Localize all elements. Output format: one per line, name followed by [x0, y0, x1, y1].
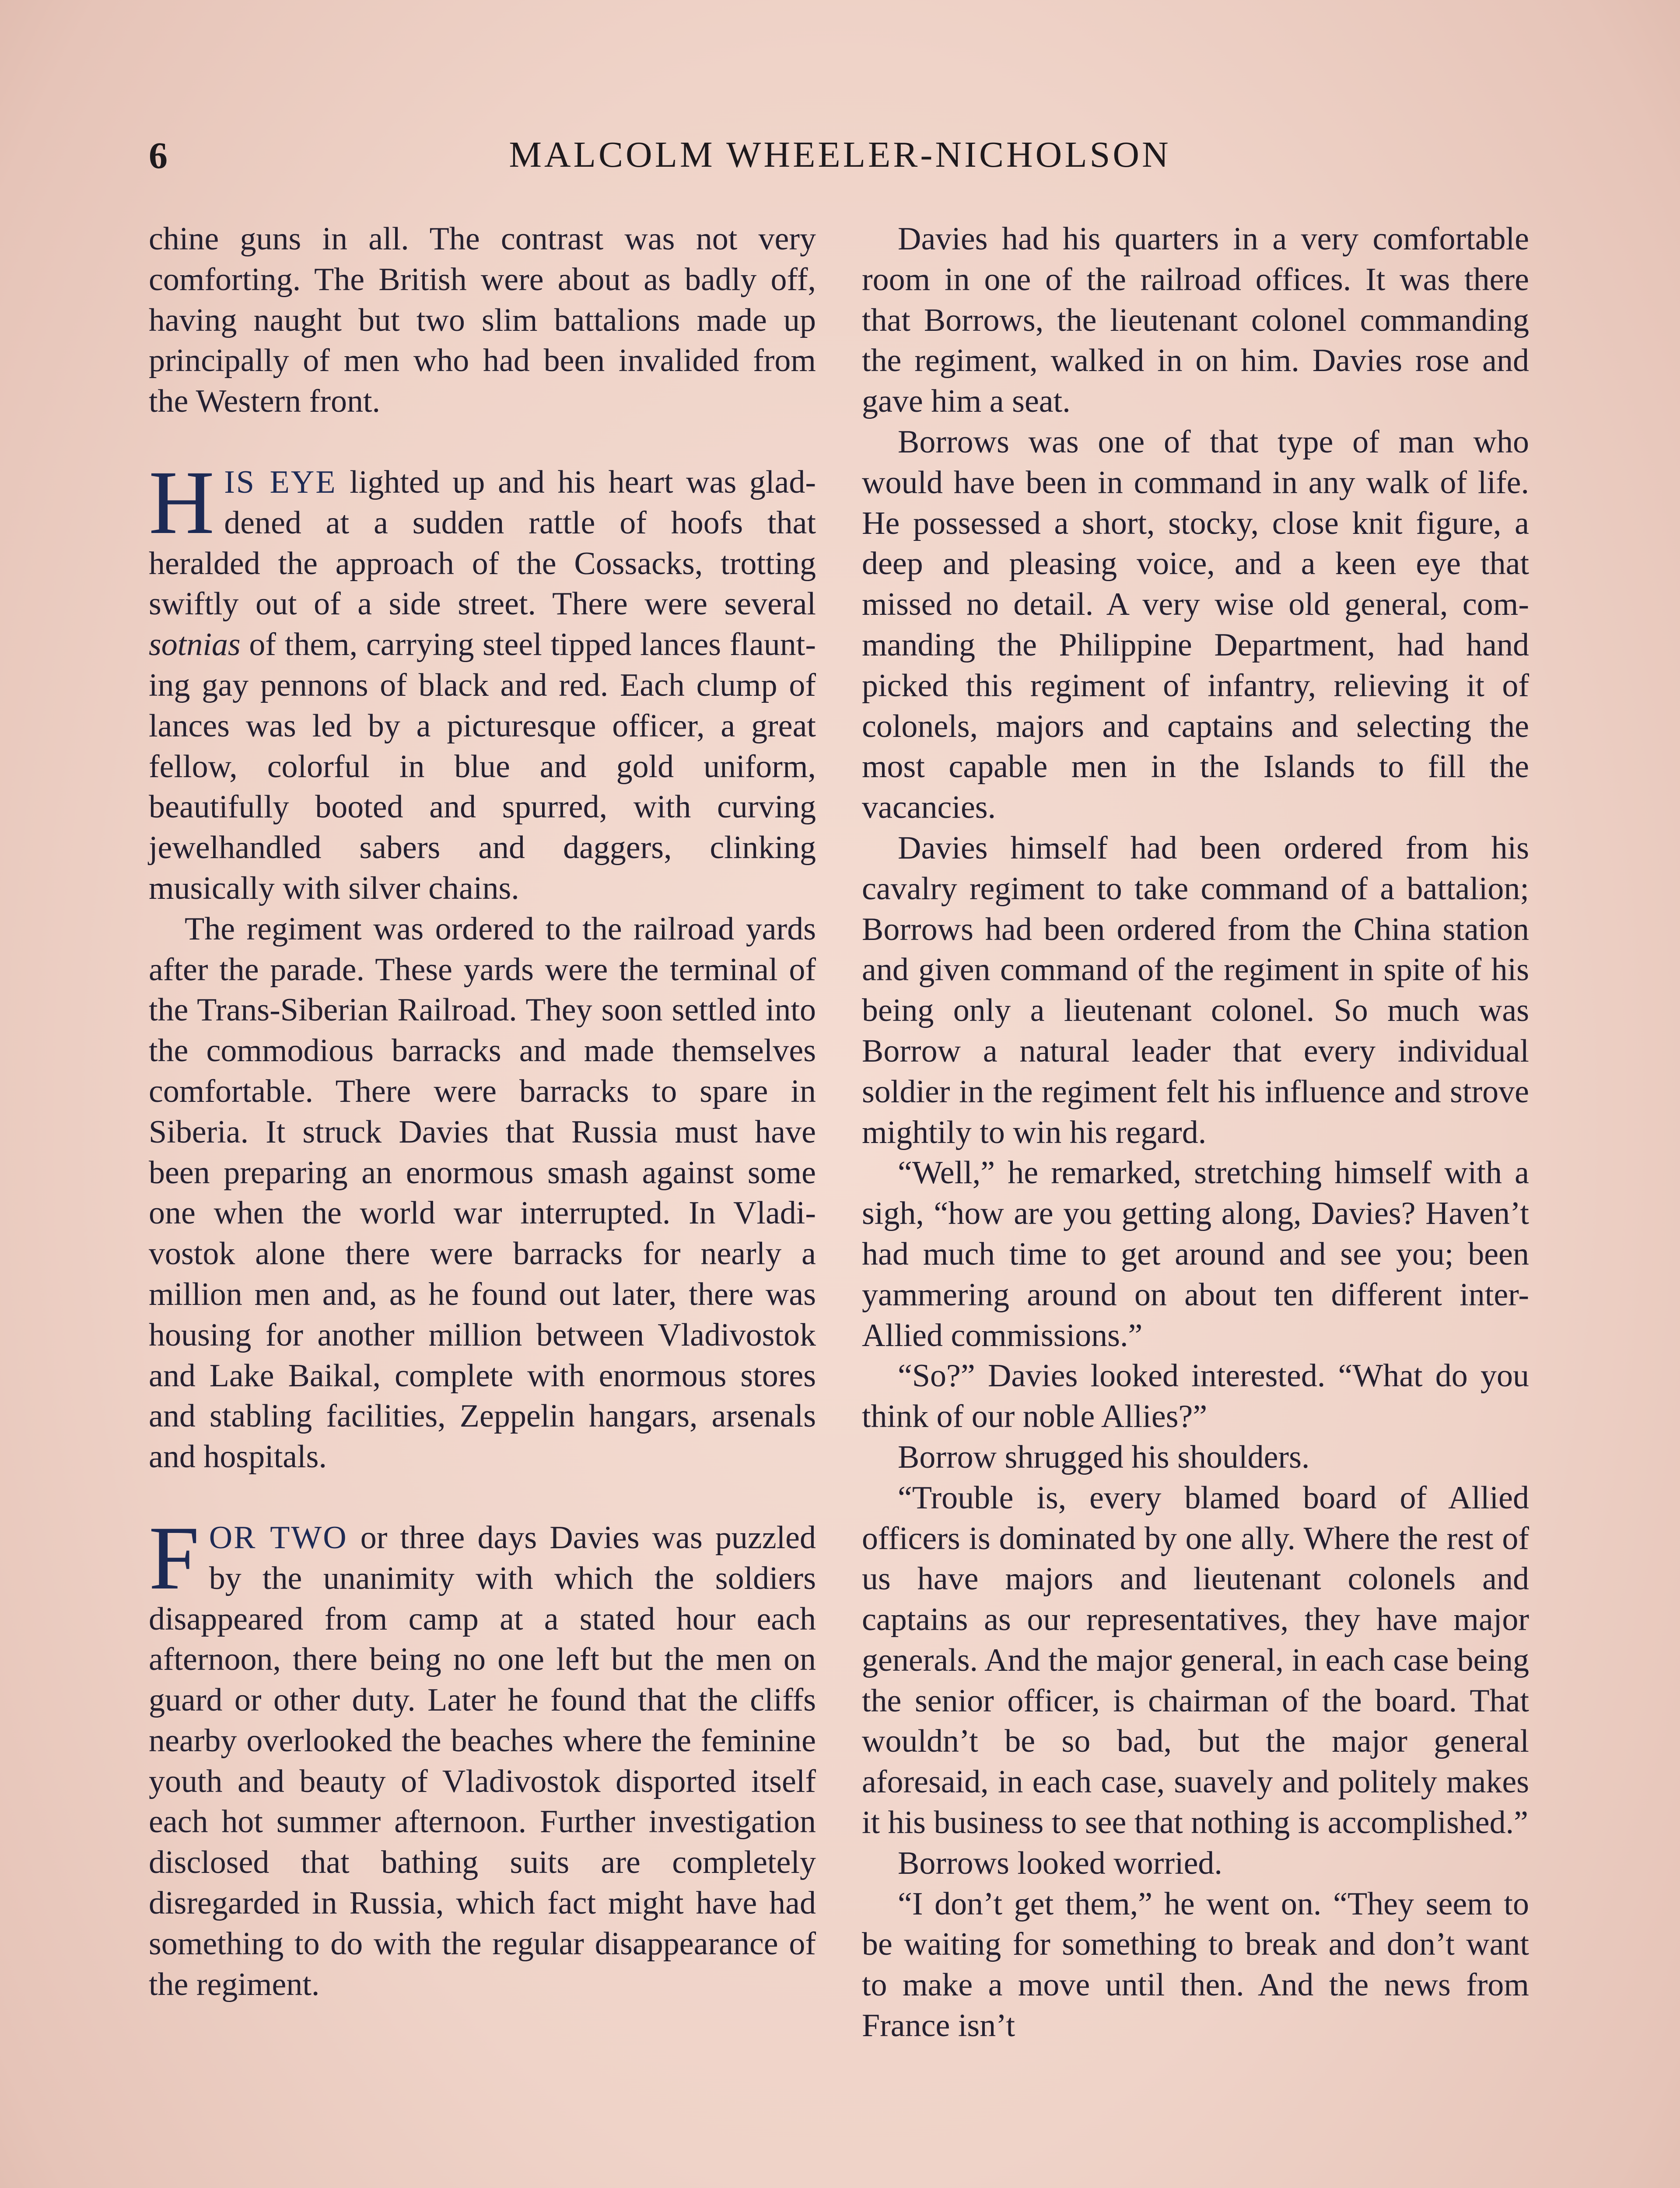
- section-paragraph: [149, 452, 816, 909]
- small-caps-lead: IS EYE: [224, 464, 337, 500]
- paragraph: The regiment was ordered to the railroad yards after the parade. These yards were the terminal of the Trans-Siberian Railroad. They soon settled into the commodious barracks and made themselves comfortable. There were barracks to spare in Siberia. It struck Davies that Russia must have been preparing an enormous smash against some one when the world war interrupted. In Vladivostok alone there were barracks for nearly a million men and, as he found out later, there was housing for another million between Vladivostok and Lake Baikal, complete with enormous stores and stabling facilities, Zeppelin hangars, arsenals and hospitals.: [149, 911, 816, 1475]
- paragraph: chine guns in all. The contrast was not very comforting. The British were about as badly off, having naught but two slim battalions made up principally of men who had been invalided from the Western front.: [149, 221, 816, 420]
- paragraph: Borrows looked worried.: [898, 1845, 1222, 1881]
- right-text-column: [862, 219, 1529, 2046]
- small-caps-lead: OR TWO: [209, 1519, 348, 1556]
- drop-cap: H: [149, 452, 215, 553]
- italic-term: sotnias: [149, 627, 241, 663]
- paragraph: “I don’t get them,” he went on. “They seem to be waiting for something to break and don’t want to make a move until then. And the news from France isn’t: [862, 1886, 1529, 2044]
- paragraph: Borrows was one of that type of man who would have been in command in any walk of life. He possessed a short, stocky, close knit figure, a deep and pleasing voice, and a keen eye that missed no detail. A very wise old general, commanding the Philippine Department, had hand picked this regiment of infantry, relieving it of colonels, majors and captains and selecting the most capable men in the Islands to fill the vacancies.: [862, 424, 1529, 826]
- paragraph: “So?” Davies looked interested. “What do you think of our noble Allies?”: [862, 1358, 1529, 1435]
- paragraph: Davies himself had been ordered from his cavalry regiment to take command of a battalion; Borrows had been ordered from the China station and given command of the regiment in spite of his being only a lieutenant colonel. So much was Borrow a natural leader that every individual soldier in the regiment felt his influence and strove mightily to win his regard.: [862, 830, 1529, 1150]
- paragraph: “Trouble is, every blamed board of Allied officers is dominated by one ally. Where the rest of us have majors and lieutenant colonels and captains as our representatives, they have major generals. And the major general, in each case being the senior officer, is chairman of the board. That wouldn’t be so bad, but the major general aforesaid, in each case, suavely and politely makes it his business to see that nothing is accomplished.”: [862, 1480, 1529, 1841]
- left-text-column: [149, 219, 816, 2005]
- page-number: 6: [149, 134, 168, 176]
- paragraph: Borrow shrugged his shoulders.: [898, 1439, 1310, 1475]
- paragraph-text: or three days Davies was puzzled by the unanimity with which the soldiers disappeared from camp at a stated hour each afternoon, there being no one left but the men on guard or other duty. Later he found that the cliffs nearby overlooked the beaches where the feminine youth and beauty of Vladivostok disported itself each hot summer afternoon. Further investigation disclosed that bathing suits are completely disregarded in Russia, which fact might have had something to do with the regular disappearance of the regiment.: [149, 1519, 816, 2002]
- drop-cap: F: [149, 1507, 200, 1608]
- paragraph-text: of them, carrying steel tipped lances flaunting gay pennons of black and red. Each clump of lances was led by a picturesque officer, a great fellow, colorful in blue and gold uniform, beautifully booted and spurred, with curving jewelhandled sabers and daggers, clinking musically with silver chains.: [149, 627, 816, 906]
- paragraph: “Well,” he remarked, stretching himself with a sigh, “how are you getting along, Davies? Haven’t had much time to get around and see you; been yammering around on about ten different inter-Allied commissions.”: [862, 1155, 1529, 1353]
- paragraph-text: lighted up and his heart was gladdened at a sudden rattle of hoofs that heralded the approach of the Cossacks, trotting swiftly out of a side street. There were several: [149, 464, 816, 622]
- running-header: [149, 133, 1531, 182]
- paragraph: Davies had his quarters in a very comfortable room in one of the railroad offices. It was there that Borrows, the lieutenant colonel commanding the regiment, walked in on him. Davies rose and gave him a seat.: [862, 221, 1529, 420]
- section-paragraph: [149, 1507, 816, 2005]
- running-title: MALCOLM WHEELER-NICHOLSON: [509, 134, 1171, 175]
